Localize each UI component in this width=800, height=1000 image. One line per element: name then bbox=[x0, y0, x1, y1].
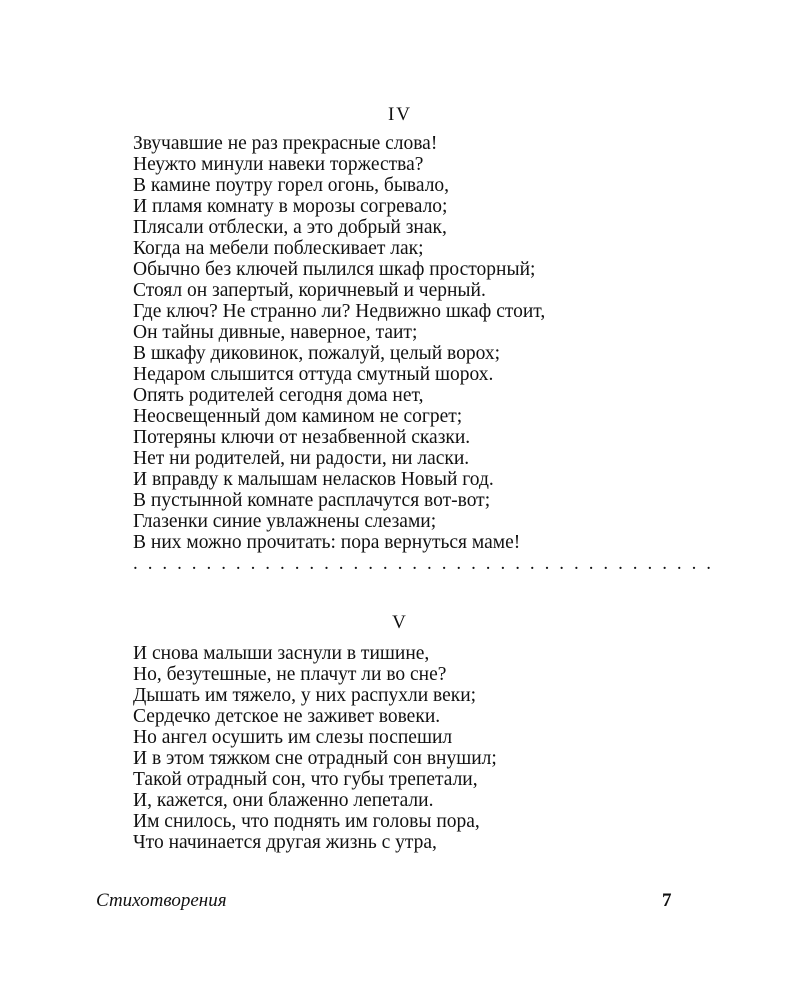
poem-line: И в этом тяжком сне отрадный сон внушил; bbox=[133, 748, 497, 769]
page-number: 7 bbox=[662, 890, 672, 911]
stanza-iv bbox=[133, 133, 733, 574]
poem-line: Неосвещенный дом камином не согрет; bbox=[133, 406, 463, 427]
poem-line: Им снилось, что поднять им головы пора, bbox=[133, 811, 480, 832]
running-footer-title: Стихотворения bbox=[96, 890, 227, 911]
poem-line: И, кажется, они блаженно лепетали. bbox=[133, 790, 434, 811]
poem-line: И вправду к малышам неласков Новый год. bbox=[133, 469, 494, 490]
poem-line: И пламя комнату в морозы согревало; bbox=[133, 196, 448, 217]
poem-line: В камине поутру горел огонь, бывало, bbox=[133, 175, 450, 196]
poem-line: Но, безутешные, не плачут ли во сне? bbox=[133, 664, 447, 685]
poem-line: Неужто минули навеки торжества? bbox=[133, 154, 424, 175]
poem-line: И снова малыши заснули в тишине, bbox=[133, 643, 430, 664]
poem-line: Где ключ? Не странно ли? Недвижно шкаф стоит, bbox=[133, 301, 546, 322]
poem-line: Стоял он запертый, коричневый и черный. bbox=[133, 280, 486, 301]
poem-line: В шкафу диковинок, пожалуй, целый ворох; bbox=[133, 343, 501, 364]
poem-line: Дышать им тяжело, у них распухли веки; bbox=[133, 685, 477, 706]
section-numeral-v: V bbox=[392, 612, 408, 633]
poem-line: Глазенки синие увлажнены слезами; bbox=[133, 511, 437, 532]
poem-line: Сердечко детское не заживет вовеки. bbox=[133, 706, 441, 727]
poem-line: Такой отрадный сон, что губы трепетали, bbox=[133, 769, 478, 790]
section-numeral-iv: IV bbox=[387, 104, 413, 125]
poem-line: Что начинается другая жизнь с утра, bbox=[133, 832, 437, 853]
poem-line: В пустынной комнате расплачутся вот-вот; bbox=[133, 490, 491, 511]
poem-line: Когда на мебели поблескивает лак; bbox=[133, 238, 424, 259]
poem-line: Недаром слышится оттуда смутный шорох. bbox=[133, 364, 494, 385]
poem-line: Обычно без ключей пылился шкаф просторный; bbox=[133, 259, 536, 280]
poem-line: Потеряны ключи от незабвенной сказки. bbox=[133, 427, 471, 448]
poem-line: Плясали отблески, а это добрый знак, bbox=[133, 217, 447, 238]
poem-line: Звучавшие не раз прекрасные слова! bbox=[133, 133, 438, 154]
stanza-v bbox=[133, 643, 733, 853]
ellipsis-divider: . . . . . . . . . . . . . . . . . . . . . . . . . . . . . . . . . . . . . . . . bbox=[133, 553, 714, 574]
poem-line: Но ангел осушить им слезы поспешил bbox=[133, 727, 453, 748]
poem-line: Нет ни родителей, ни радости, ни ласки. bbox=[133, 448, 470, 469]
poem-line: Он тайны дивные, наверное, таит; bbox=[133, 322, 418, 343]
poem-line: Опять родителей сегодня дома нет, bbox=[133, 385, 424, 406]
poem-line: В них можно прочитать: пора вернуться маме! bbox=[133, 532, 521, 553]
